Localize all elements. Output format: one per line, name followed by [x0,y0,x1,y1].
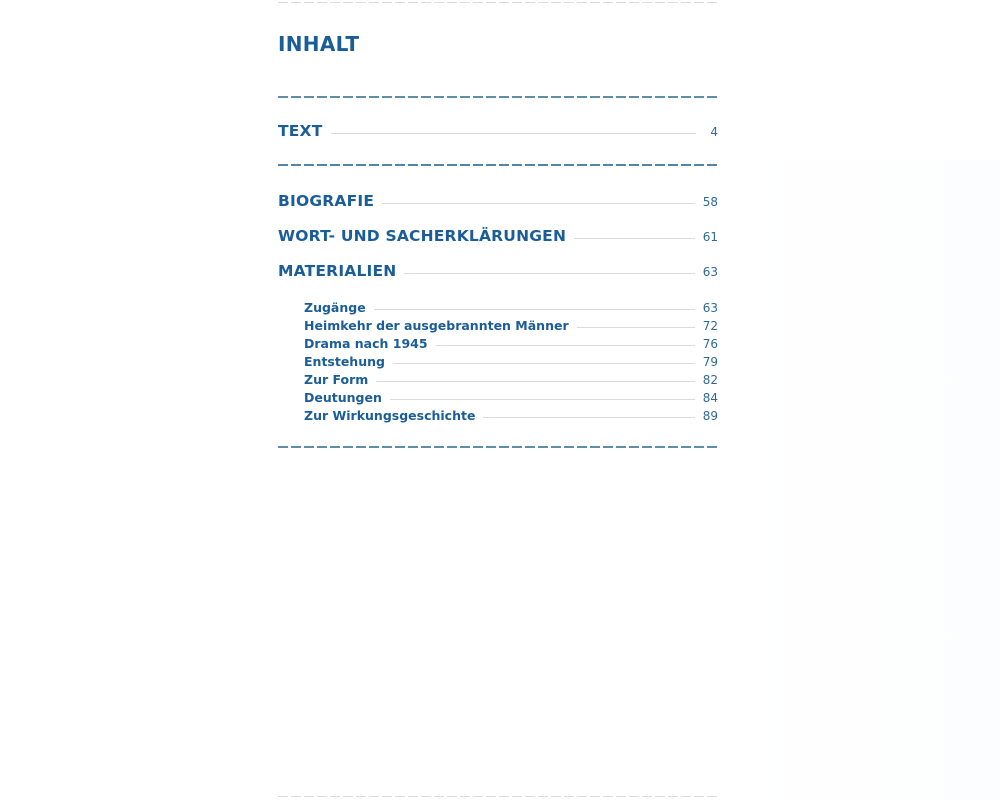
toc-subentry-label: Zugänge [304,300,366,315]
dot-leader [382,203,695,204]
dot-leader [483,417,694,418]
toc-subentry-label: Zur Wirkungsgeschichte [304,408,476,423]
toc-page-number: 58 [702,195,718,209]
toc-page-number: 63 [702,265,718,279]
divider [278,96,718,98]
toc-entry-label: MATERIALIEN [278,262,397,280]
toc-subentry[interactable] [304,408,718,423]
dot-leader [404,273,694,274]
toc-subentry[interactable] [304,336,718,351]
dot-leader [374,309,695,310]
dot-leader [436,345,695,346]
toc-entry-wort-und-sacherklaerungen[interactable] [278,227,718,245]
divider [278,164,718,166]
toc-subentry-label: Entstehung [304,354,385,369]
toc-page-number: 89 [702,409,718,423]
dot-leader [574,238,695,239]
toc-subentry[interactable] [304,390,718,405]
dot-leader [577,327,695,328]
toc-entry-label: WORT- UND SACHERKLÄRUNGEN [278,227,567,245]
dot-leader [331,133,697,134]
toc-page-number: 79 [702,355,718,369]
toc-page-number: 82 [702,373,718,387]
divider [278,446,718,448]
toc-page-number: 76 [702,337,718,351]
toc-entry-text[interactable] [278,122,718,140]
toc-subentry-label: Drama nach 1945 [304,336,428,351]
toc-subentry-label: Zur Form [304,372,369,387]
toc-subentry[interactable] [304,318,718,333]
toc-page-number: 63 [702,301,718,315]
page-title: INHALT [278,32,360,56]
toc-entry-label: BIOGRAFIE [278,192,375,210]
dot-leader [376,381,694,382]
dot-leader [393,363,695,364]
toc-subentry[interactable] [304,300,718,315]
toc-page-number: 84 [702,391,718,405]
bottom-divider [278,796,718,797]
toc-entry-biografie[interactable] [278,192,718,210]
toc-subentry-label: Deutungen [304,390,382,405]
toc-page-number: 72 [702,319,718,333]
toc-subentry[interactable] [304,354,718,369]
toc-entry-label: TEXT [278,122,323,140]
toc-subentry-label: Heimkehr der ausgebrannten Männer [304,318,569,333]
toc-page-number: 61 [702,230,718,244]
dot-leader [390,399,695,400]
page-shadow [735,160,1000,800]
toc-subentry[interactable] [304,372,718,387]
toc-page-number: 4 [710,125,718,139]
top-divider [278,2,718,3]
toc-entry-materialien[interactable] [278,262,718,280]
